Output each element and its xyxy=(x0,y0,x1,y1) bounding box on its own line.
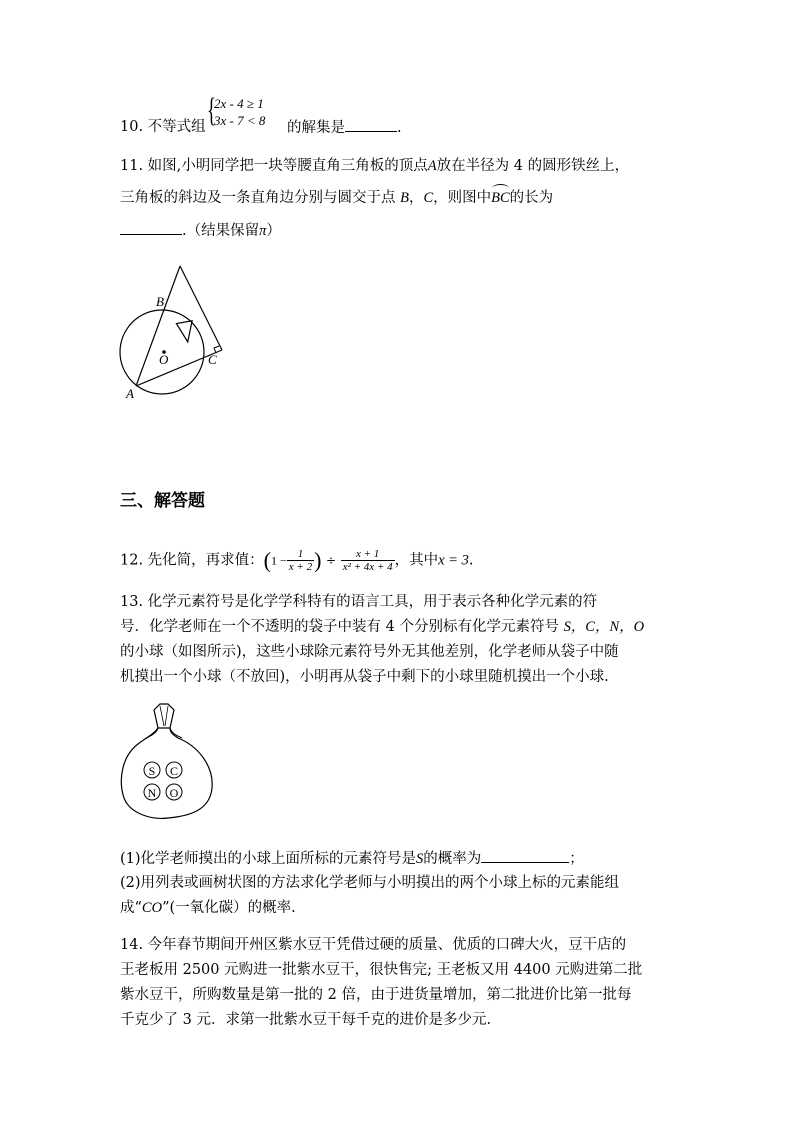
ball-o-label: O xyxy=(169,786,179,800)
q13-quote-close: ”(一氧化碳）的概率. xyxy=(162,900,296,916)
var-c: C xyxy=(423,190,434,206)
fraction-1-num: 1 xyxy=(287,548,314,561)
q11-text-1b: 放在半径为 4 的圆形铁丝上， xyxy=(436,158,630,174)
q10-line xyxy=(120,117,206,137)
q12-number: 12. xyxy=(120,552,144,569)
inequality-system xyxy=(214,95,265,129)
q12-text: 先化简，再求值： xyxy=(147,552,264,569)
var-b: B xyxy=(400,190,409,206)
ball-n-label: N xyxy=(147,786,157,800)
q13-quote-open: 成“ xyxy=(120,900,142,916)
arc-bc-label: BC xyxy=(491,190,510,206)
q13-part-1-text: (1)化学老师摸出的小球上面所标的元素符号是 xyxy=(120,851,417,867)
divide-sign: ÷ xyxy=(326,553,337,568)
fraction-2-den: x² + 4x + 4 xyxy=(342,561,393,573)
circle-triangle-figure xyxy=(112,258,232,404)
label-a: A xyxy=(126,386,134,401)
fraction-2 xyxy=(341,548,395,573)
inequality-1: 2x - 4 ≥ 1 xyxy=(214,96,264,111)
bag-knot-folds xyxy=(160,706,168,726)
q13-line-3: 的小球（如图所示)，这些小球除元素符号外无其他差别，化学老师从袋子中随 xyxy=(120,644,619,660)
q13-part-1-text-b: 的概率为 xyxy=(423,851,482,867)
label-b: B xyxy=(156,294,164,309)
fraction-2-num: x + 1 xyxy=(341,548,395,561)
q13-part-1 xyxy=(120,848,584,869)
q10-text: 不等式组 xyxy=(147,119,206,135)
q13-part-2-line-2 xyxy=(120,898,296,918)
q10-number: 10. xyxy=(120,119,144,135)
q11-text-1: 11. 如图,小明同学把一块等腰直角三角板的顶点 xyxy=(120,158,428,174)
q11-line-3 xyxy=(120,220,281,241)
fraction-1 xyxy=(287,548,314,573)
q13-part-2: (2)用列表或画树状图的方法求化学老师与小明摸出的两个小球上标的元素能组 xyxy=(120,875,620,891)
section-heading: 三、解答题 xyxy=(120,491,205,511)
q10-solution-text: 的解集是 xyxy=(287,120,345,136)
paren-close: ) xyxy=(314,547,322,573)
inequality-2: 3x - 7 < 8 xyxy=(214,113,266,128)
label-o: O xyxy=(159,352,169,367)
q11-line-2 xyxy=(120,188,553,208)
q14-line-1: 14. 今年春节期间开州区紫水豆干凭借过硬的质量、优质的口碑大火，豆干店的 xyxy=(120,937,627,953)
system-brace: { xyxy=(207,92,216,129)
q13-element-vars: S，C，N，O xyxy=(563,619,645,635)
q14-line-3: 紫水豆干，所购数量是第一批的 2 倍，由于进货量增加，第二批进价比第一批每 xyxy=(120,987,632,1003)
comma: ， xyxy=(408,190,424,206)
label-c: C xyxy=(208,352,217,367)
q13-part-1-var: S xyxy=(416,851,424,867)
q11-answer-blank xyxy=(120,220,182,235)
q13-answer-blank xyxy=(481,848,569,863)
q13-text-2: 号．化学老师在一个不透明的袋子中装有 4 个分别标有化学元素符号 xyxy=(120,619,559,635)
q11-text-3: .（结果保留 xyxy=(182,223,260,239)
q12-tail: ，其中 xyxy=(394,552,439,569)
q12-end: . xyxy=(468,552,474,569)
q11-text-2: 三角板的斜边及一条直角边分别与圆交于点 xyxy=(120,190,396,206)
q13-part-1-end: ； xyxy=(569,851,584,867)
q11-text-3-end: ） xyxy=(266,223,281,239)
q11-text-2c: 的长为 xyxy=(509,190,554,206)
q13-co: CO xyxy=(141,900,163,916)
q10-end: . xyxy=(397,120,402,136)
var-a: A xyxy=(427,158,437,174)
one-minus: 1 − xyxy=(271,553,287,568)
q10-answer-blank xyxy=(345,117,397,132)
q12-line xyxy=(120,548,473,573)
ball-c-label: C xyxy=(169,764,179,778)
ball-s-label: S xyxy=(148,764,156,778)
q13-line-4: 机摸出一个小球（不放回)，小明再从袋子中剩下的小球里随机摸出一个小球. xyxy=(120,669,609,685)
q12-condition: x = 3 xyxy=(438,552,469,569)
q14-line-2: 王老板用 2500 元购进一批紫水豆干，很快售完; 王老板又用 4400 元购进第二批 xyxy=(120,962,643,978)
pi-symbol: π xyxy=(259,223,267,239)
q11-text-2b: ，则图中 xyxy=(433,190,492,206)
q13-line-2 xyxy=(120,617,644,637)
q13-line-1: 13. 化学元素符号是化学学科特有的语言工具，用于表示各种化学元素的符 xyxy=(120,594,598,610)
q11-line-1 xyxy=(120,156,629,176)
fraction-1-den: x + 2 xyxy=(288,561,313,573)
q14-line-4: 千克少了 3 元．求第一批紫水豆干每千克的进价是多少元. xyxy=(120,1012,492,1028)
triangle-leg-ab xyxy=(136,266,180,386)
bag-figure xyxy=(116,700,216,830)
q10-tail xyxy=(287,117,402,138)
paren-open: ( xyxy=(263,547,271,573)
